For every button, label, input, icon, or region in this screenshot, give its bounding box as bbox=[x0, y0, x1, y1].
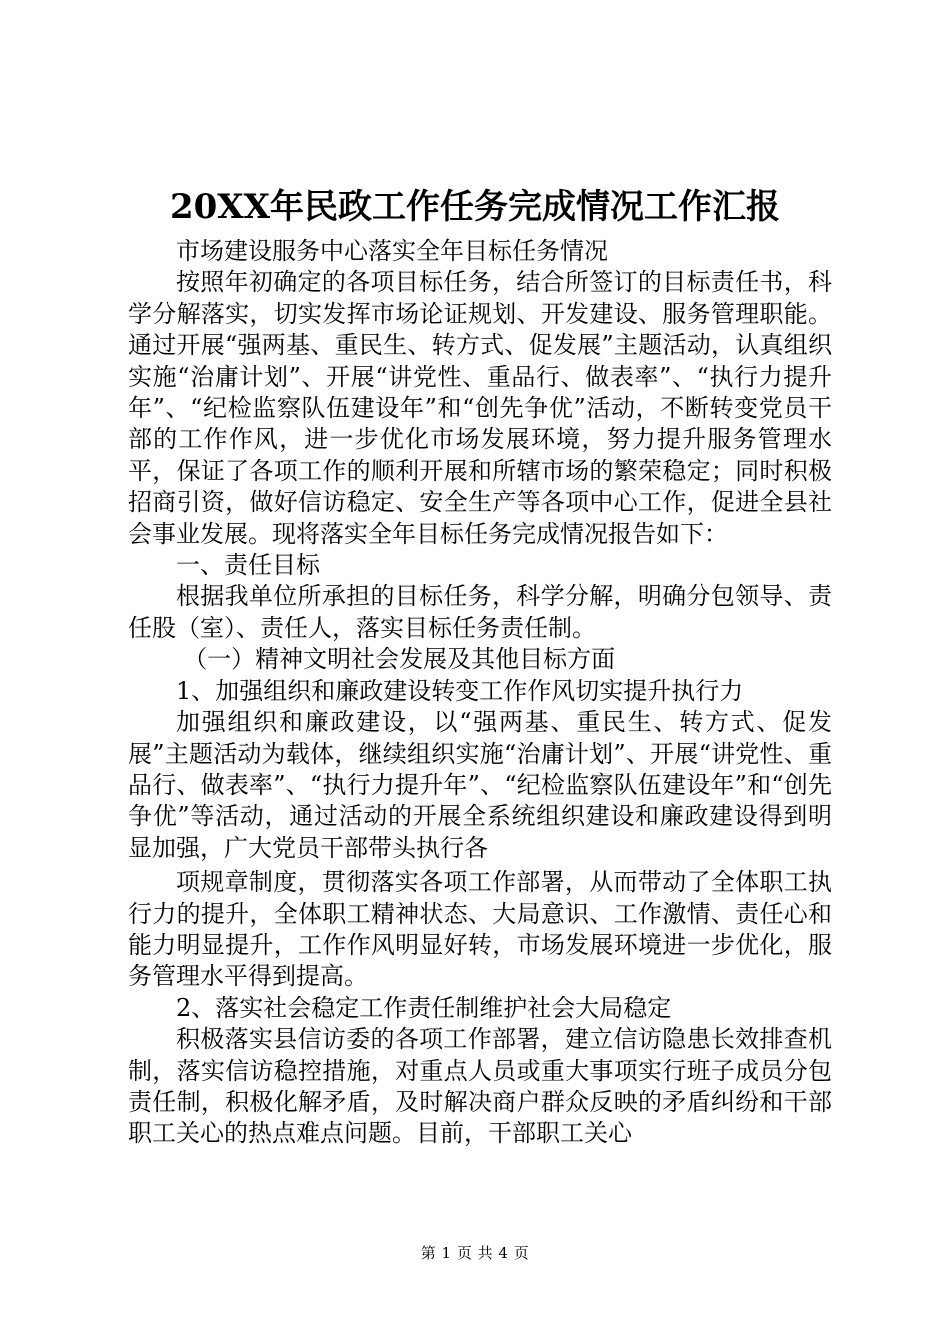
page-number-footer: 第 1 页 共 4 页 bbox=[420, 1244, 530, 1262]
document-body bbox=[128, 236, 832, 1150]
section-heading-responsibility: 一、责任目标 bbox=[176, 551, 320, 580]
item-heading-stability: 2、落实社会稳定工作责任制维护社会大局稳定 bbox=[176, 993, 672, 1022]
section-subtitle: 市场建设服务中心落实全年目标任务情况 bbox=[176, 237, 608, 265]
organization-paragraph-continued: 项规章制度，贯彻落实各项工作部署，从而带动了全体职工执行力的提升，全体职工精神状态、大局意识、工作激情、责任心和能力明显提升，工作作风明显好转，市场发展环境进一步优化，服务管理水平得到提高。 bbox=[128, 868, 832, 991]
responsibility-paragraph: 根据我单位所承担的目标任务，科学分解，明确分包领导、责任股（室）、责任人，落实目标任务责任制。 bbox=[128, 582, 832, 642]
stability-paragraph: 积极落实县信访委的各项工作部署，建立信访隐患长效排查机制，落实信访稳控措施，对重点人员或重大事项实行班子成员分包责任制，积极化解矛盾，及时解决商户群众反映的矛盾纠纷和干部职工关心的热点难点问题。目前，干部职工关心 bbox=[128, 1025, 832, 1148]
document-title: 20XX年民政工作任务完成情况工作汇报 bbox=[169, 187, 781, 227]
item-heading-organization: 1、加强组织和廉政建设转变工作作风切实提升执行力 bbox=[176, 676, 744, 705]
intro-paragraph: 按照年初确定的各项目标任务，结合所签订的目标责任书，科学分解落实，切实发挥市场论证规划、开发建设、服务管理职能。通过开展“强两基、重民生、转方式、促发展”主题活动，认真组织实施“治庸计划”、开展“讲党性、重品行、做表率”、“执行力提升年”、“纪检监察队伍建设年”和“创先争优”活动，不断转变党员干部的工作作风，进一步优化市场发展环境，努力提升服务管理水平，保证了各项工作的顺利开展和所辖市场的繁荣稳定；同时积极招商引资，做好信访稳定、安全生产等各项中心工作，促进全县社会事业发展。现将落实全年目标任务完成情况报告如下： bbox=[128, 268, 832, 548]
subsection-heading-civilization: （一）精神文明社会发展及其他目标方面 bbox=[183, 645, 616, 674]
organization-paragraph: 加强组织和廉政建设，以“强两基、重民生、转方式、促发展”主题活动为载体，继续组织实施“治庸计划”、开展“讲党性、重品行、做表率”、“执行力提升年”、“纪检监察队伍建设年”和“创先争优”等活动，通过活动的开展全系统组织建设和廉政建设得到明显加强，广大党员干部带头执行各 bbox=[128, 708, 832, 862]
